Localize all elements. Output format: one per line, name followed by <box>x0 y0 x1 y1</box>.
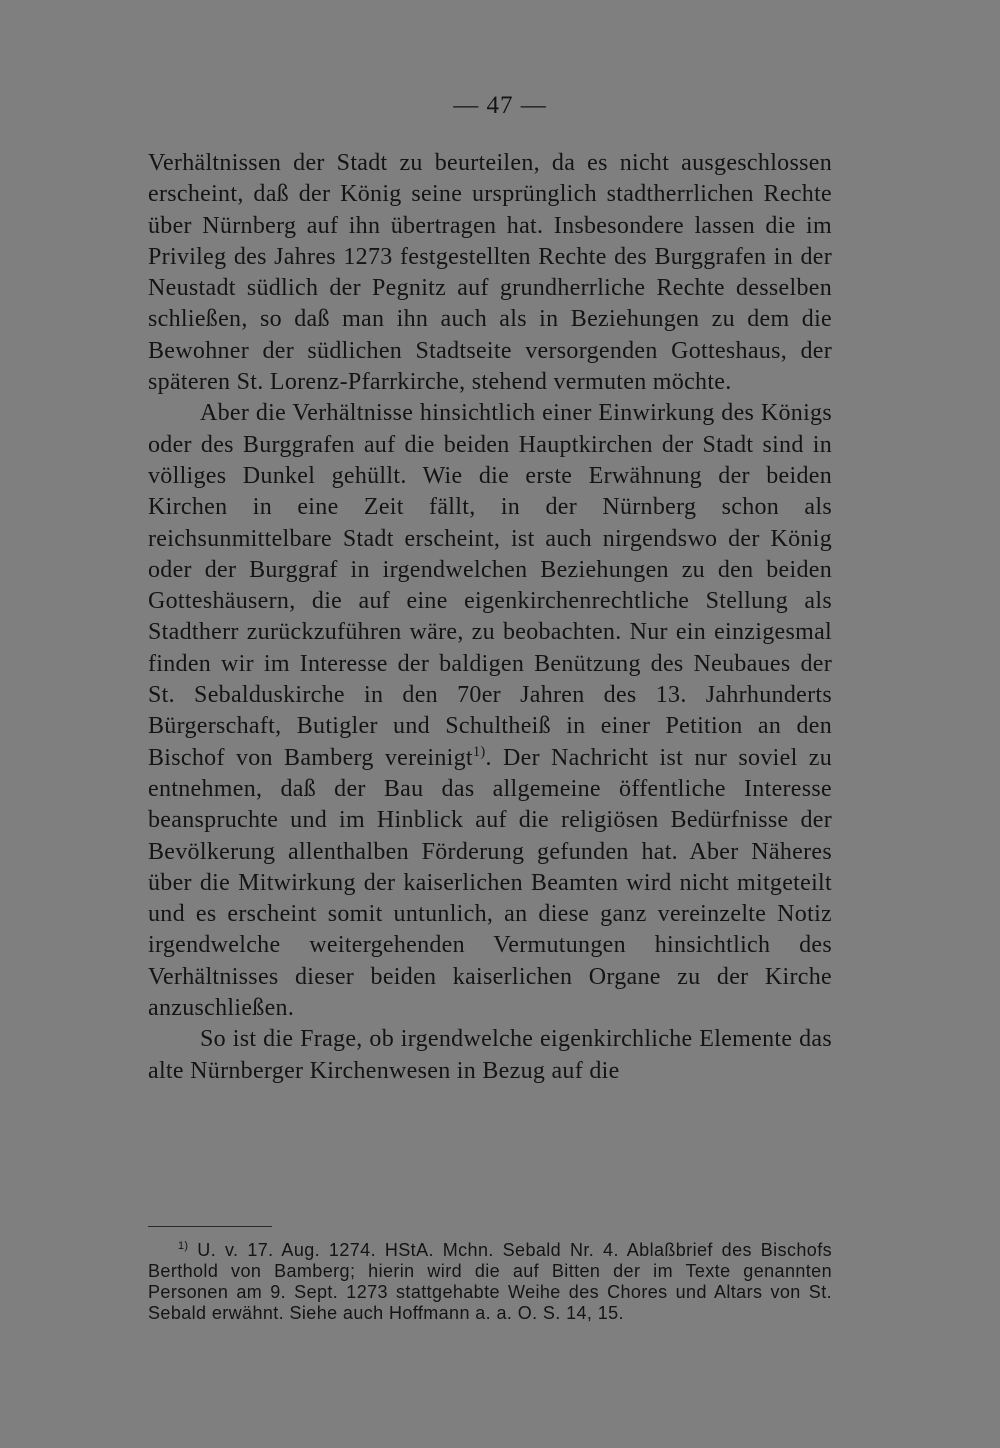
paragraph-3: So ist die Frage, ob irgendwelche eigenkirchliche Elemente das alte Nürnberger Kirchenwesen in Bezug auf die <box>148 1026 832 1084</box>
footnote <box>148 1240 832 1324</box>
footnote-divider <box>148 1226 272 1227</box>
paragraph-2 <box>148 398 832 1024</box>
footnote-mark: 1) <box>178 1240 189 1252</box>
footnote-text: U. v. 17. Aug. 1274. HStA. Mchn. Sebald Nr. 4. Ablaßbrief des Bischofs Berthold von Bamberg; hierin wird die auf Bitten der im Texte genannten Personen am 9. Sept. 1273 stattgehabte Weihe des Chores und Altars von St. Sebald erwähnt. Siehe auch Hoffmann a. a. O. S. 14, 15. <box>148 1240 832 1323</box>
paragraph-2-text-before-note: Aber die Verhältnisse hinsichtlich einer Einwirkung des Königs oder des Burggrafen auf die beiden Hauptkirchen der Stadt sind in völliges Dunkel gehüllt. Wie die erste Erwähnung der beiden Kirchen in eine Zeit fällt, in der Nürnberg schon als reichsunmittelbare Stadt erscheint, ist auch nirgendswo der König oder der Burggraf in irgendwelchen Beziehungen zu den beiden Gotteshäusern, die auf eine eigenkirchenrechtliche Stellung als Stadtherr zurückzuführen wäre, zu beobachten. Nur ein einzigesmal finden wir im Interesse der baldigen Benützung des Neubaues der St. Sebalduskirche in den 70er Jahren des 13. Jahrhunderts Bürgerschaft, Butigler und Schultheiß in einer Petition an den Bischof von Bamberg vereinigt <box>148 400 832 771</box>
body-text <box>148 148 832 1087</box>
page-number: — 47 — <box>453 92 547 119</box>
paragraph-2-text-after-note: . Der Nachricht ist nur soviel zu entnehmen, daß der Bau das allgemeine öffentliche Interesse beanspruchte und im Hinblick auf die religiösen Bedürfnisse der Bevölkerung allenthalben Förderung gefunden hat. Aber Näheres über die Mitwirkung der kaiserlichen Beamten wird nicht mitgeteilt und es erscheint somit untunlich, an diese ganz vereinzelte Notiz irgendwelche weitergehenden Vermutungen hinsichtlich des Verhältnisses dieser beiden kaiserlichen Organe zu der Kirche anzuschließen. <box>148 744 832 1022</box>
footnote-reference[interactable]: 1) <box>472 743 486 760</box>
paragraph-1: Verhältnissen der Stadt zu beurteilen, da es nicht ausgeschlossen erscheint, daß der König seine ursprünglich stadtherrlichen Rechte über Nürnberg auf ihn übertragen hat. Insbesondere lassen die im Privileg des Jahres 1273 festgestellten Rechte des Burggrafen in der Neustadt südlich der Pegnitz auf grundherrliche Rechte desselben schließen, so daß man ihn auch als in Beziehungen zu dem die Bewohner der südlichen Stadtseite versorgenden Gotteshaus, der späteren St. Lorenz-Pfarrkirche, stehend vermuten möchte. <box>148 150 832 396</box>
